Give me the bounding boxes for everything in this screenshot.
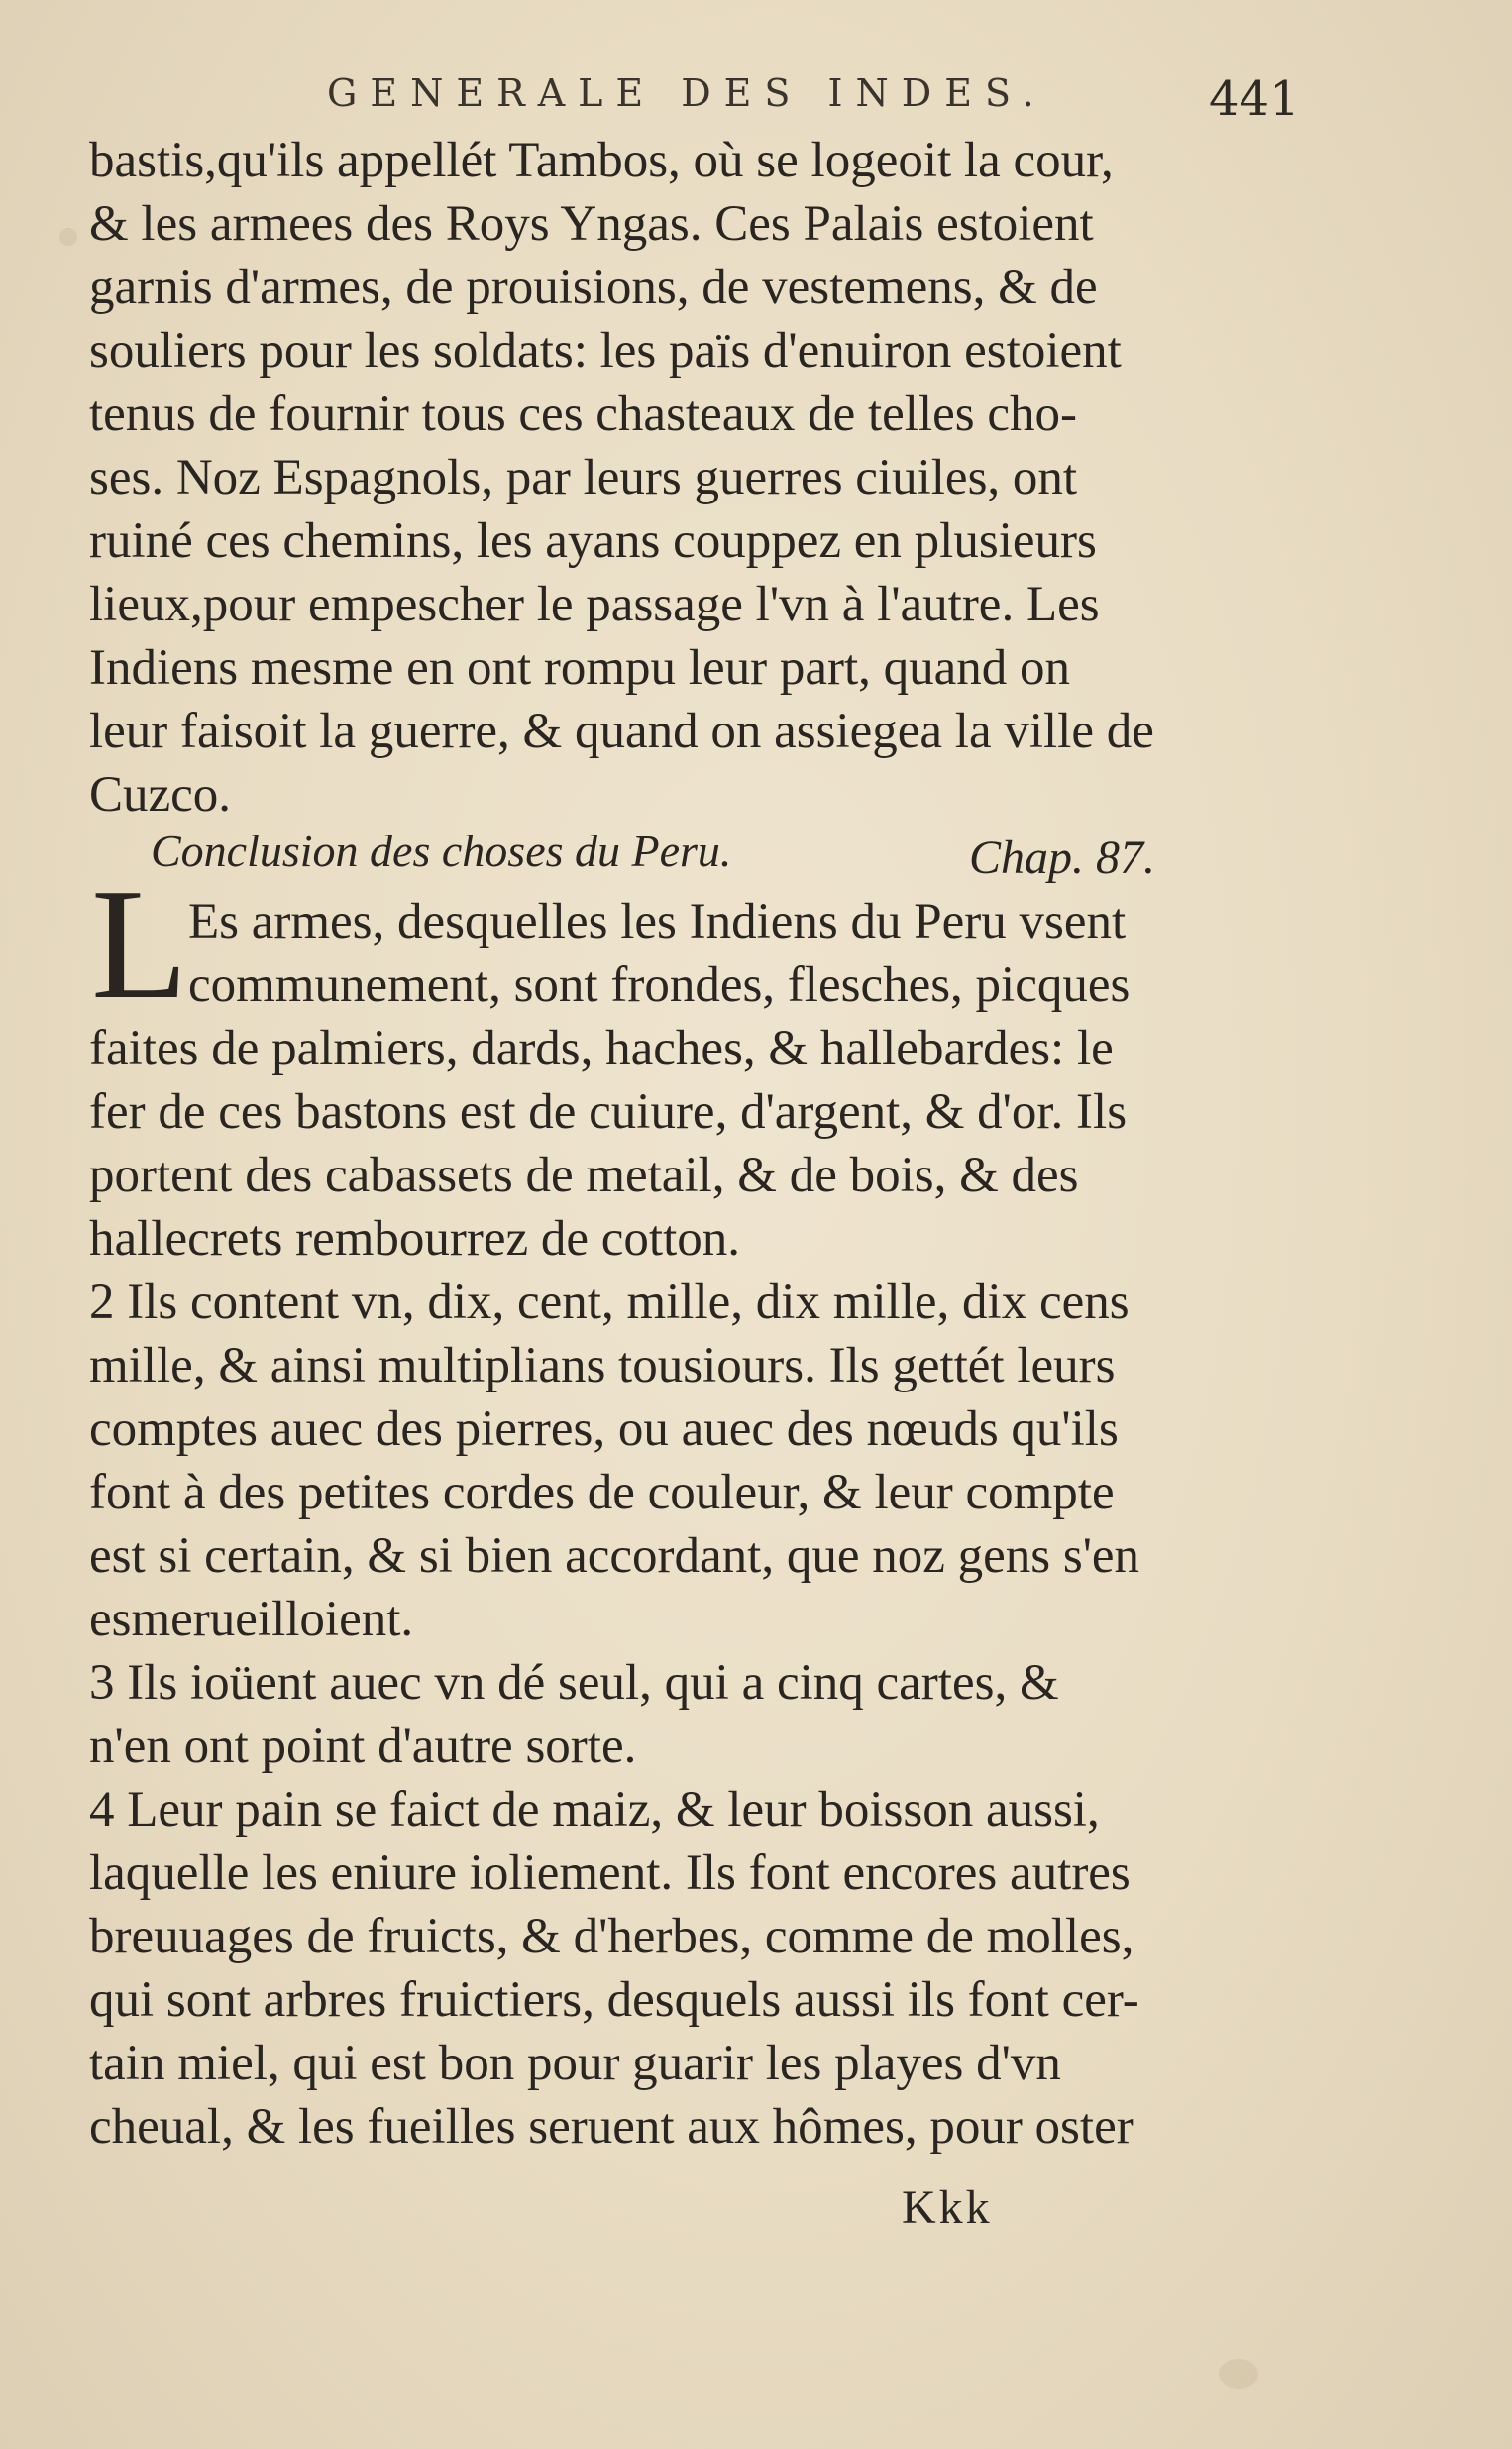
text-line: faites de palmiers, dards, haches, & hallebardes: le [89, 1021, 1114, 1076]
text-line: esmerueilloient. [89, 1592, 414, 1647]
text-line: communement, sont frondes, flesches, picques [188, 957, 1131, 1013]
text-line: garnis d'armes, de prouisions, de vestemens, & de [89, 260, 1098, 315]
text-line: comptes auec des pierres, ou auec des nœuds qu'ils [89, 1401, 1119, 1457]
text-line: laquelle les eniure ioliement. Ils font encores autres [89, 1845, 1131, 1901]
text-line: Es armes, desquelles les Indiens du Peru vsent [188, 894, 1127, 949]
text-line: & les armees des Roys Yngas. Ces Palais estoient [89, 196, 1094, 252]
running-head: GENERALE DES INDES. [327, 71, 1047, 115]
paper-stain [59, 228, 77, 246]
text-line: cheual, & les fueilles seruent aux hômes, pour oster [89, 2099, 1134, 2155]
chapter-title: Conclusion des choses du Peru. [151, 826, 732, 876]
text-line: souliers pour les soldats: les païs d'enuiron estoient [89, 323, 1122, 379]
chapter-number: Chap. 87. [969, 832, 1156, 884]
text-line: ses. Noz Espagnols, par leurs guerres ciuiles, ont [89, 450, 1078, 505]
text-line: est si certain, & si bien accordant, que noz gens s'en [89, 1528, 1140, 1584]
drop-cap: L [91, 855, 188, 1032]
signature-mark: Kkk [902, 2181, 993, 2234]
text-line: 3 Ils ioüent auec vn dé seul, qui a cinq cartes, & [89, 1655, 1059, 1711]
text-line: qui sont arbres fruictiers, desquels aussi ils font cer- [89, 1972, 1139, 2028]
page-number: 441 [1209, 71, 1300, 127]
text-line: ruiné ces chemins, les ayans couppez en plusieurs [89, 513, 1097, 569]
text-line: 2 Ils content vn, dix, cent, mille, dix mille, dix cens [89, 1275, 1130, 1330]
text-line: 4 Leur pain se faict de maiz, & leur boisson aussi, [89, 1782, 1100, 1837]
text-line: bastis,qu'ils appellét Tambos, où se logeoit la cour, [89, 133, 1114, 188]
text-line: tenus de fournir tous ces chasteaux de telles cho- [89, 387, 1077, 442]
text-line: mille, & ainsi multiplians tousiours. Ils gettét leurs [89, 1338, 1116, 1393]
text-line: Cuzco. [89, 767, 232, 823]
text-line: lieux,pour empescher le passage l'vn à l'autre. Les [89, 577, 1100, 632]
text-line: hallecrets rembourrez de cotton. [89, 1211, 741, 1267]
text-line: portent des cabassets de metail, & de bois, & des [89, 1148, 1079, 1203]
text-line: n'en ont point d'autre sorte. [89, 1719, 637, 1774]
text-line: breuuages de fruicts, & d'herbes, comme de molles, [89, 1909, 1134, 1964]
text-line: tain miel, qui est bon pour guarir les playes d'vn [89, 2036, 1061, 2091]
text-line: Indiens mesme en ont rompu leur part, quand on [89, 640, 1071, 696]
text-line: fer de ces bastons est de cuiure, d'argent, & d'or. Ils [89, 1084, 1128, 1140]
text-line: font à des petites cordes de couleur, & leur compte [89, 1465, 1115, 1520]
paper-stain [1219, 2359, 1258, 2389]
text-line: leur faisoit la guerre, & quand on assiegea la ville de [89, 704, 1154, 759]
